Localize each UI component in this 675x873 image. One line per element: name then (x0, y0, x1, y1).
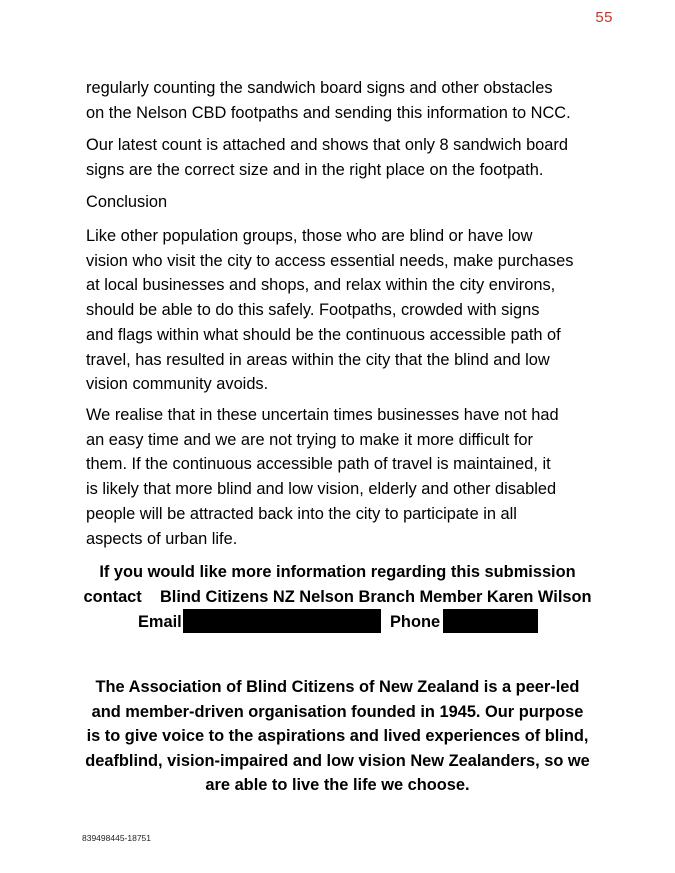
paragraph-conclusion-2 (86, 403, 611, 551)
section-heading: Conclusion (86, 193, 168, 211)
document-id: 839498445-18751 (82, 833, 152, 843)
text-line: vision who visit the city to access essential needs, make purchases (86, 251, 574, 270)
contact-line-1: If you would like more information regarding this submission (99, 563, 576, 581)
about-line: is to give voice to the aspirations and lived experiences of blind, (86, 727, 589, 745)
text-line: is likely that more blind and low vision, elderly and other disabled (86, 480, 557, 499)
text-line: and flags within what should be the continuous accessible path of (86, 325, 561, 344)
phone-label: Phone (390, 613, 441, 631)
text-line: We realise that in these uncertain times businesses have not had (86, 406, 559, 424)
text-line: travel, has resulted in areas within the city that the blind and low (86, 350, 550, 369)
paragraph-conclusion-1 (86, 224, 611, 397)
about-line: and member-driven organisation founded in 1945. Our purpose (91, 703, 584, 721)
phone-redaction (443, 609, 538, 633)
text-line: regularly counting the sandwich board signs and other obstacles (86, 79, 553, 97)
text-line: people will be attracted back into the city to participate in all (86, 504, 517, 523)
paragraph-2 (86, 133, 611, 182)
email-redaction (183, 609, 381, 633)
about-line: The Association of Blind Citizens of New Zealand is a peer-led (95, 678, 580, 696)
contact-line-2: contact Blind Citizens NZ Nelson Branch Member Karen Wilson (83, 588, 592, 606)
about-line: are able to live the life we choose. (205, 776, 470, 794)
page-number: 55 (595, 9, 613, 26)
text-line: them. If the continuous accessible path of travel is maintained, it (86, 455, 551, 474)
text-line: at local businesses and shops, and relax within the city environs, (86, 276, 556, 295)
text-line: on the Nelson CBD footpaths and sending this information to NCC. (86, 103, 571, 122)
text-line: should be able to do this safely. Footpaths, crowded with signs (86, 301, 540, 320)
text-line: an easy time and we are not trying to make it more difficult for (86, 430, 534, 449)
text-line: vision community avoids. (86, 375, 269, 394)
about-line: deafblind, vision-impaired and low vision New Zealanders, so we (85, 752, 590, 770)
conclusion-heading (86, 190, 611, 215)
text-line: Like other population groups, those who are blind or have low (86, 227, 533, 245)
text-line: Our latest count is attached and shows that only 8 sandwich board (86, 136, 568, 154)
text-line: signs are the correct size and in the right place on the footpath. (86, 160, 544, 179)
email-label: Email (138, 613, 182, 631)
text-line: aspects of urban life. (86, 529, 238, 548)
paragraph-1 (86, 76, 611, 125)
